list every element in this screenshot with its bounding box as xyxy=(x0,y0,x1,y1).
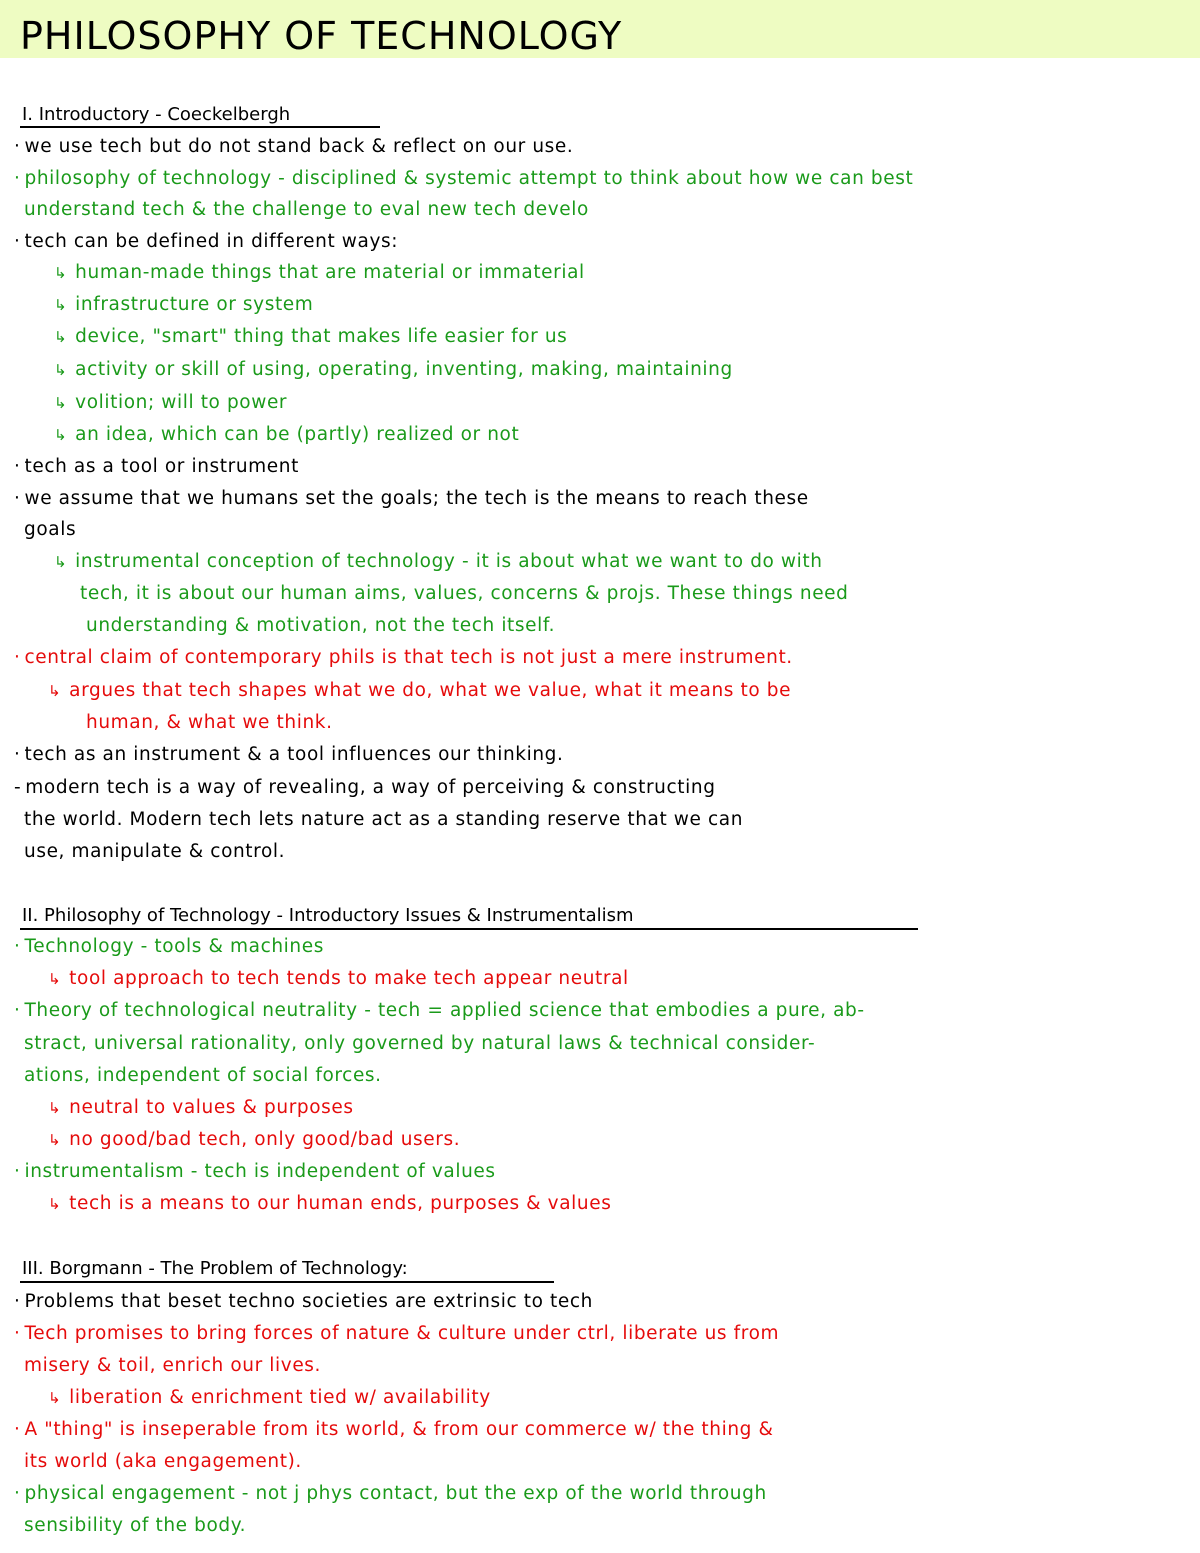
line-text: central claim of contemporary phils is that tech is not just a mere instrument. xyxy=(24,647,793,668)
arrow-icon: ↳ xyxy=(54,426,68,444)
line-text: tech as a tool or instrument xyxy=(24,456,299,477)
note-line xyxy=(24,1032,815,1056)
line-text: tool approach to tech tends to make tech appear neutral xyxy=(69,968,629,989)
line-text: tech can be defined in different ways: xyxy=(24,231,399,252)
line-text: human, & what we think. xyxy=(86,712,333,733)
arrow-icon: ↳ xyxy=(48,1099,62,1117)
line-text: misery & toil, enrich our lives. xyxy=(24,1355,322,1376)
note-line xyxy=(48,967,629,991)
note-line xyxy=(86,614,555,638)
bullet-marker: · xyxy=(14,744,21,765)
note-line xyxy=(24,840,285,864)
line-text: instrumental conception of technology - it is about what we want to do with xyxy=(75,551,823,572)
note-line xyxy=(14,455,299,479)
line-text: we assume that we humans set the goals; the tech is the means to reach these xyxy=(24,488,809,509)
line-text: Problems that beset techno societies are extrinsic to tech xyxy=(24,1291,593,1312)
line-text: goals xyxy=(24,519,77,540)
note-line xyxy=(54,550,823,574)
note-line xyxy=(14,135,573,159)
bullet-marker: · xyxy=(14,136,21,157)
note-line xyxy=(24,518,76,542)
bullet-marker: · xyxy=(14,456,21,477)
line-text: instrumentalism - tech is independent of values xyxy=(24,1161,496,1182)
arrow-icon: ↳ xyxy=(54,328,68,346)
line-text: modern tech is a way of revealing, a way of perceiving & constructing xyxy=(25,777,716,798)
arrow-icon: ↳ xyxy=(48,1195,62,1213)
note-line xyxy=(14,646,793,670)
note-line xyxy=(14,743,563,767)
note-line xyxy=(80,582,849,606)
line-text: ations, independent of social forces. xyxy=(24,1065,382,1086)
arrow-icon: ↳ xyxy=(48,1131,62,1149)
line-text: physical engagement - not j phys contact, but the exp of the world through xyxy=(24,1483,767,1504)
note-line xyxy=(24,1354,321,1378)
bullet-marker: · xyxy=(14,1161,21,1182)
note-line xyxy=(14,776,716,800)
section-underline-1 xyxy=(20,126,380,128)
line-text: human-made things that are material or immaterial xyxy=(75,262,585,283)
line-text: an idea, which can be (partly) realized or not xyxy=(75,424,520,445)
bullet-marker: · xyxy=(14,1000,21,1021)
bullet-marker: · xyxy=(14,168,21,189)
bullet-marker: · xyxy=(14,488,21,509)
note-line xyxy=(48,1096,354,1120)
note-line xyxy=(14,1418,774,1442)
note-line xyxy=(14,1322,779,1346)
line-text: device, "smart" thing that makes life easier for us xyxy=(75,326,568,347)
note-line xyxy=(86,711,333,735)
arrow-icon: ↳ xyxy=(54,296,68,314)
arrow-icon: ↳ xyxy=(54,394,68,412)
page-title: PHILOSOPHY OF TECHNOLOGY xyxy=(20,14,623,58)
note-line xyxy=(54,325,567,349)
line-text: activity or skill of using, operating, inventing, making, maintaining xyxy=(75,359,733,380)
note-line xyxy=(14,167,913,191)
bullet-marker: · xyxy=(14,1323,21,1344)
note-line xyxy=(14,935,324,959)
note-line xyxy=(24,1064,382,1088)
line-text: A "thing" is inseperable from its world, & from our commerce w/ the thing & xyxy=(24,1419,774,1440)
bullet-marker: · xyxy=(14,1291,21,1312)
line-text: sensibility of the body. xyxy=(24,1515,247,1536)
line-text: infrastructure or system xyxy=(75,294,314,315)
arrow-icon: ↳ xyxy=(48,970,62,988)
note-line xyxy=(54,391,287,415)
note-line xyxy=(48,1192,611,1216)
arrow-icon: ↳ xyxy=(48,1389,62,1407)
line-text: volition; will to power xyxy=(75,392,288,413)
line-text: use, manipulate & control. xyxy=(24,841,286,862)
note-line xyxy=(24,808,743,832)
note-line xyxy=(54,261,585,285)
line-text: tech is a means to our human ends, purposes & values xyxy=(69,1193,612,1214)
line-text: understanding & motivation, not the tech itself. xyxy=(86,615,556,636)
bullet-marker: · xyxy=(14,1419,21,1440)
line-text: argues that tech shapes what we do, what we value, what it means to be xyxy=(69,680,792,701)
note-line xyxy=(14,999,865,1023)
bullet-marker: · xyxy=(14,647,21,668)
line-text: neutral to values & purposes xyxy=(69,1097,354,1118)
bullet-marker: · xyxy=(14,1483,21,1504)
note-line xyxy=(54,293,313,317)
note-line xyxy=(24,1514,246,1538)
line-text: Technology - tools & machines xyxy=(24,936,324,957)
bullet-marker: · xyxy=(14,231,21,252)
note-line xyxy=(14,487,809,511)
arrow-icon: ↳ xyxy=(48,682,62,700)
note-line xyxy=(48,1386,491,1410)
line-text: the world. Modern tech lets nature act as a standing reserve that we can xyxy=(24,809,744,830)
bullet-marker: - xyxy=(14,777,22,798)
note-line xyxy=(54,358,733,382)
line-text: its world (aka engagement). xyxy=(24,1451,302,1472)
section-heading-1: I. Introductory - Coeckelbergh xyxy=(22,104,291,125)
note-line xyxy=(54,423,519,447)
note-line xyxy=(48,679,791,703)
line-text: stract, universal rationality, only governed by natural laws & technical consider- xyxy=(24,1033,816,1054)
note-line xyxy=(24,1450,302,1474)
note-line xyxy=(24,198,589,222)
line-text: understand tech & the challenge to eval new tech develo xyxy=(24,199,589,220)
note-line xyxy=(14,1482,767,1506)
line-text: Tech promises to bring forces of nature & culture under ctrl, liberate us from xyxy=(24,1323,780,1344)
section-underline-3 xyxy=(20,1281,554,1283)
arrow-icon: ↳ xyxy=(54,553,68,571)
line-text: no good/bad tech, only good/bad users. xyxy=(69,1129,461,1150)
note-line xyxy=(14,1160,496,1184)
line-text: philosophy of technology - disciplined & systemic attempt to think about how we can best xyxy=(24,168,914,189)
line-text: we use tech but do not stand back & reflect on our use. xyxy=(24,136,574,157)
note-line xyxy=(48,1128,460,1152)
section-underline-2 xyxy=(20,928,918,930)
line-text: Theory of technological neutrality - tech = applied science that embodies a pure, ab- xyxy=(24,1000,865,1021)
arrow-icon: ↳ xyxy=(54,361,68,379)
line-text: tech, it is about our human aims, values, concerns & projs. These things need xyxy=(80,583,849,604)
note-line xyxy=(14,230,398,254)
bullet-marker: · xyxy=(14,936,21,957)
line-text: liberation & enrichment tied w/ availability xyxy=(69,1387,491,1408)
section-heading-2: II. Philosophy of Technology - Introductory Issues & Instrumentalism xyxy=(22,905,634,926)
line-text: tech as an instrument & a tool influences our thinking. xyxy=(24,744,564,765)
section-heading-3: III. Borgmann - The Problem of Technology: xyxy=(22,1258,408,1279)
arrow-icon: ↳ xyxy=(54,264,68,282)
note-line xyxy=(14,1290,593,1314)
